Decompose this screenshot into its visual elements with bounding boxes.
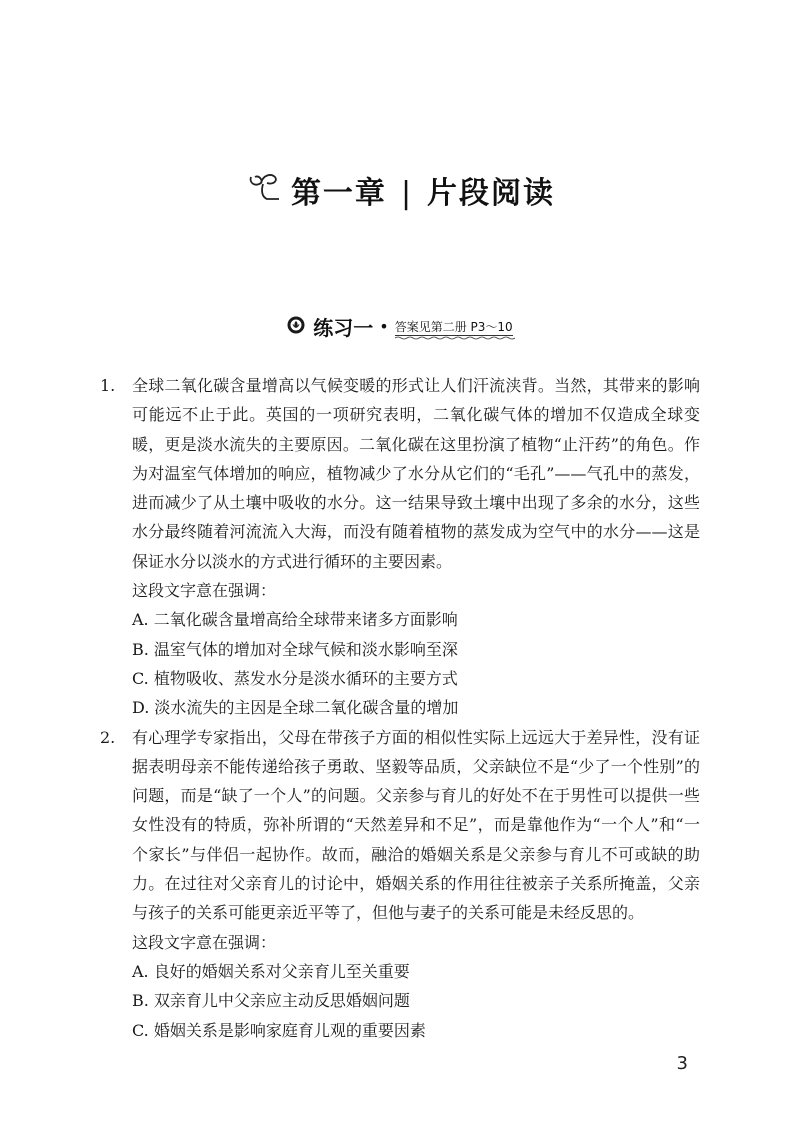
option-d: D. 淡水流失的主因是全球二氧化碳含量的增加 xyxy=(132,698,459,718)
option-c: C. 植物吸收、蒸发水分是淡水循环的主要方式 xyxy=(132,668,458,688)
chapter-title: 片段阅读 xyxy=(427,176,556,211)
chapter-heading xyxy=(0,168,800,217)
wavy-underline xyxy=(395,336,515,340)
answer-reference-text: 答案见第二册 P3～10 xyxy=(394,320,513,334)
bullet-dot: • xyxy=(379,317,389,336)
answer-reference xyxy=(395,320,513,336)
option-c: C. 婚姻关系是影响家庭育儿观的重要因素 xyxy=(132,1020,426,1040)
option-b: B. 温室气体的增加对全球气候和淡水影响至深 xyxy=(132,639,458,659)
exercise-title: 练习一 xyxy=(313,316,374,340)
option-b: B. 双亲育儿中父亲应主动反思婚姻问题 xyxy=(132,991,410,1011)
question-1 xyxy=(100,371,700,723)
question-passage: 有心理学专家指出，父母在带孩子方面的相似性实际上远远大于差异性，没有证据表明母亲不能传递给孩子勇敢、坚毅等品质，父亲缺位不是“少了一个性别”的问题，而是“缺了一个人”的问题。父亲参与育儿的好处不在于男性可以提供一些女性没有的特质，弥补所谓的“天然差异和不足”，而是靠他作为“一个人”和“一个家长”与伴侣一起协作。故而，融洽的婚姻关系是父亲参与育儿不可或缺的助力。在过往对父亲育儿的讨论中，婚姻关系的作用往往被亲子关系所掩盖，父亲与孩子的关系可能更亲近平等了，但他与妻子的关系可能是未经反思的。 xyxy=(132,727,700,923)
question-2 xyxy=(100,723,700,1045)
question-prompt: 这段文字意在强调： xyxy=(132,581,277,601)
option-a: A. 二氧化碳含量增高给全球带来诸多方面影响 xyxy=(132,610,458,630)
question-passage: 全球二氧化碳含量增高以气候变暖的形式让人们汗流浃背。当然，其带来的影响可能远不止于此。英国的一项研究表明，二氧化碳气体的增加不仅造成全球变暖，更是淡水流失的主要原因。二氧化碳在这里扮演了植物“止汗药”的角色。作为对温室气体增加的响应，植物减少了水分从它们的“毛孔”——气孔中的蒸发，进而减少了从土壤中吸收的水分。这一结果导致土壤中出现了多余的水分，这些水分最终随着河流流入大海，而没有随着植物的蒸发成为空气中的水分——这是保证水分以淡水的方式进行循环的主要因素。 xyxy=(132,376,700,571)
page-number: 3 xyxy=(676,1053,688,1074)
question-prompt: 这段文字意在强调： xyxy=(132,932,277,952)
flower-badge-icon xyxy=(287,316,305,334)
chapter-number: 第一章 xyxy=(290,176,387,211)
chapter-separator: | xyxy=(400,176,414,211)
question-number: 1. xyxy=(100,376,116,395)
question-list xyxy=(100,371,700,1045)
exercise-heading xyxy=(0,312,800,341)
option-a: A. 良好的婚姻关系对父亲育儿至关重要 xyxy=(132,961,410,981)
sprout-icon xyxy=(245,169,285,213)
question-number: 2. xyxy=(100,727,116,747)
